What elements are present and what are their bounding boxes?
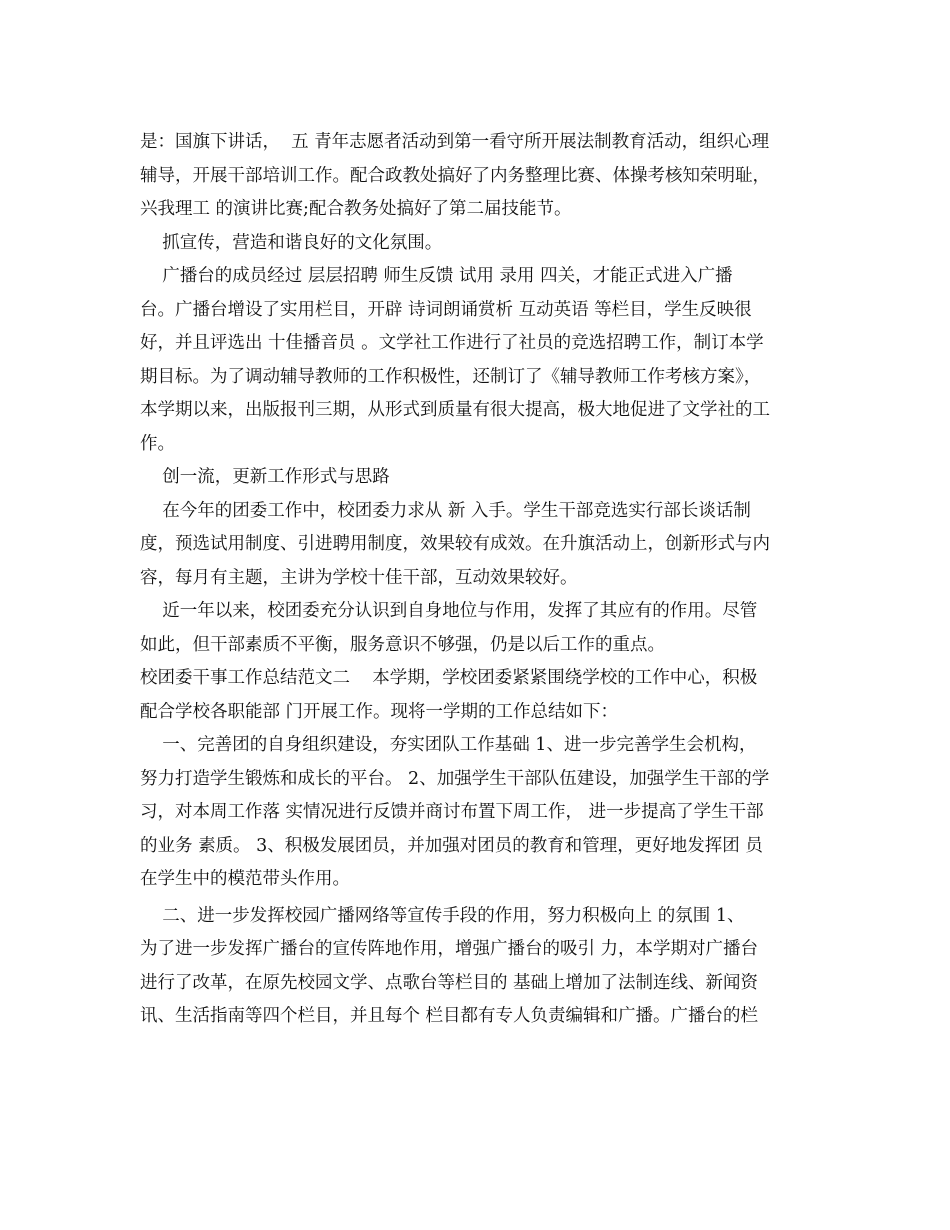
text-line: 配合学校各职能部 门开展工作。现将一学期的工作总结如下： [140, 701, 619, 722]
text-line: 如此，但干部素质不平衡，服务意识不够强，仍是以后工作的重点。 [140, 634, 665, 655]
text-line: 努力打造学生锻炼和成长的平台。 2、加强学生干部队伍建设，加强学生干部的学 [140, 768, 770, 789]
text-line: 习，对本周工作落 实情况进行反馈并商讨布置下周工作， 进一步提高了学生干部 [140, 802, 764, 822]
text-line: 广播台的成员经过 层层招聘 师生反馈 试用 录用 四关，才能正式进入广播 [140, 266, 733, 286]
text-line: 好，并且评选出 十佳播音员 。文学社工作进行了社员的竞选招聘工作，制订本学 [140, 333, 764, 353]
text-line: 一、完善团的自身组织建设，夯实团队工作基础 1、进一步完善学生会机构， [140, 735, 757, 755]
text-line: 的业务 素质。 3、积极发展团员，并加强对团员的教育和管理，更好地发挥团 员 [140, 835, 763, 856]
text-line: 创一流，更新工作形式与思路 [140, 467, 390, 487]
text-line: 抓宣传，营造和谐良好的文化氛围。 [140, 232, 443, 253]
text-line: 在学生中的模范带头作用。 [140, 869, 350, 889]
text-line: 近一年以来，校团委充分认识到自身地位与作用，发挥了其应有的作用。尽管 [140, 601, 758, 621]
text-line: 讯、生活指南等四个栏目，并且每个 栏目都有专人负责编辑和广播。广播台的栏 [140, 1006, 759, 1026]
text-line: 校团委干事工作总结范文二 本学期，学校团委紧紧围绕学校的工作中心，积极 [140, 668, 758, 688]
text-line: 进行了改革，在原先校园文学、点歌台等栏目的 基础上增加了法制连线、新闻资 [140, 972, 759, 993]
text-line: 台。广播台增设了实用栏目，开辟 诗词朗诵赏析 互动英语 等栏目，学生反映很 [140, 299, 752, 320]
text-line: 度，预选试用制度、引进聘用制度，效果较有成效。在升旗活动上，创新形式与内 [140, 534, 770, 554]
text-line: 期目标。为了调动辅导教师的工作积极性，还制订了《辅导教师工作考核方案》， [140, 366, 762, 387]
text-line: 辅导，开展干部培训工作。配合政教处搞好了内务整理比赛、体操考核知荣明耻， [140, 165, 770, 186]
text-line: 在今年的团委工作中，校团委力求从 新 入手。学生干部竞选实行部长谈话制 [140, 500, 751, 521]
text-line: 是：国旗下讲话， 五 青年志愿者活动到第一看守所开展法制教育活动，组织心理 [140, 132, 770, 152]
text-line: 二、进一步发挥校园广播网络等宣传手段的作用，努力积极向上 的氛围 1、 [140, 905, 745, 926]
text-line: 兴我理工 的演讲比赛;配合教务处搞好了第二届技能节。 [140, 199, 572, 219]
text-line: 本学期以来，出版报刊三期，从形式到质量有很大提高，极大地促进了文学社的工 [140, 400, 770, 420]
text-line: 为了进一步发挥广播台的宣传阵地作用，增强广播台的吸引 力，本学期对广播台 [140, 939, 759, 959]
document-body [140, 126, 816, 1034]
text-line: 容，每月有主题，主讲为学校十佳干部，互动效果较好。 [140, 567, 578, 588]
text-line: 作。 [140, 433, 175, 454]
